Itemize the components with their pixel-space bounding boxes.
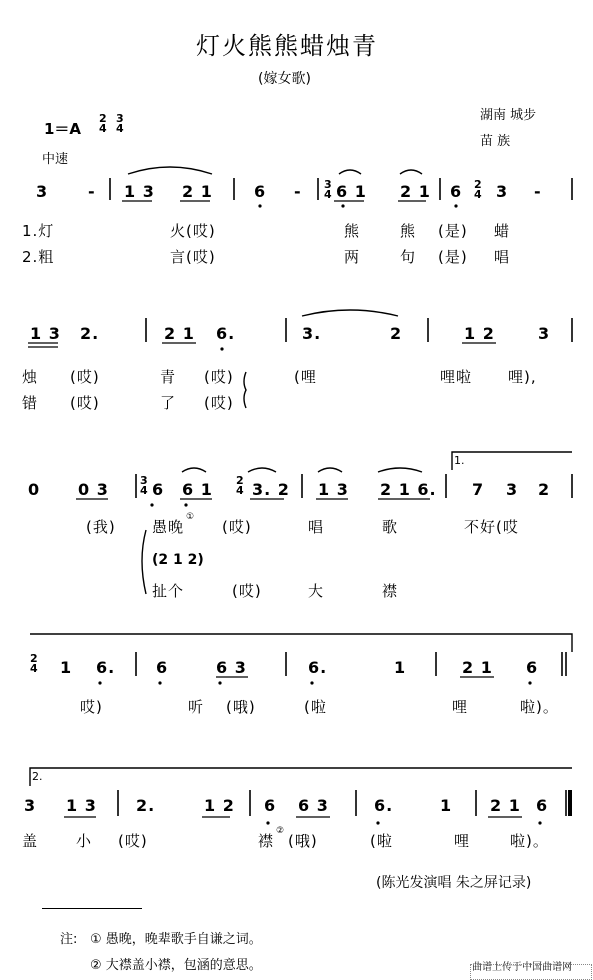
note: 3 [496,182,509,201]
note-group: 0 3 [78,480,109,499]
lyric: (哎) [204,368,234,386]
volta-bracket [30,634,572,652]
lyric: (是) [438,222,468,240]
note-group: 6 3 [216,658,247,677]
note: 6 [526,658,539,677]
note-dash: - [88,182,96,201]
note: 6. [374,796,394,815]
lyric: (我) [86,518,116,536]
footnote-2: ② 大襟盖小襟，包涵的意思。 [90,958,262,973]
lyric: (是) [438,248,468,266]
note: 0 [28,480,41,499]
origin-region: 湖南 城步 [480,108,537,123]
note-group: 2 1 [400,182,431,201]
time-signature: 2 4 [99,112,107,135]
note-group: 2 1 [164,324,195,343]
final-barline [568,790,572,816]
genre-subtitle: (嫁女歌) [258,71,311,87]
time-change: 3 4 [140,474,148,497]
origin-people: 苗 族 [480,134,511,149]
lyric: 哎) [80,698,103,716]
slur [128,167,212,174]
lyric: 歌 [382,518,399,536]
note: 6 [536,796,549,815]
lyric: 听 [188,698,205,716]
note-group: 6 1 [336,182,367,201]
volta-1 [452,452,572,470]
note-group: 2 1 [182,182,213,201]
note-group: 1 2 [204,796,235,815]
time-change: 2 4 [30,652,38,675]
time-change: 2 4 [474,178,482,201]
lyric: 蜡 [494,222,511,240]
note: 3 [24,796,37,815]
note: 6. [96,658,116,677]
lyric: (哎) [204,394,234,412]
tempo-marking: 中速 [42,152,69,167]
lyric: 大 [308,582,325,600]
watermark-url-box [470,964,592,980]
note: 6 [450,182,463,201]
note: 3. [302,324,322,343]
lyric: 哩 [452,698,469,716]
lyric: 言(哎) [170,248,216,266]
lyric: (哦) [226,698,256,716]
note: 1 [60,658,73,677]
note: 3 [36,182,49,201]
note: 2 [538,480,551,499]
note: 1 [394,658,407,677]
lyric: 唱 [494,248,511,266]
time-change: 3 4 [324,178,332,201]
lyric: (哎) [70,368,100,386]
lyric: (啦 [304,698,327,716]
lyric: 错 [22,394,39,412]
lyric: (哎) [118,832,148,850]
time-change: 2 4 [236,474,244,497]
lyric: 愚晚 [152,518,185,536]
footnote-1: ① 愚晚，晚辈歌手自谦之词。 [90,932,262,947]
note-dash: - [294,182,302,201]
note-group: 1 3 [318,480,349,499]
volta-2 [30,768,572,786]
note: 6 [254,182,267,201]
lyric: 了 [160,394,177,412]
note: 6 [156,658,169,677]
slur [318,468,342,472]
note: 3 [538,324,551,343]
lyric: 哩), [508,368,537,386]
slur [182,468,206,472]
note: 6. [308,658,328,677]
volta-1-label: 1. [454,454,465,467]
note: 7 [472,480,485,499]
lyric: 烛 [22,368,39,386]
note-group: 2 1 [462,658,493,677]
note-group: 6 1 [182,480,213,499]
lyric: 不好(哎 [464,518,519,536]
note-group: 1 2 [464,324,495,343]
note: 2. [136,796,156,815]
lyric: 盖 [22,832,39,850]
brace [142,530,146,594]
watermark-text: 曲谱上传于中国曲谱网 [472,962,572,973]
time-signature-alt: 3 4 [116,112,124,135]
note: 2 [390,324,403,343]
footnote-marker-2: ② [276,826,285,836]
lyric: (哎) [70,394,100,412]
lyric: 啦)。 [510,832,549,850]
note: 6 [152,480,165,499]
lyric: 句 [400,248,417,266]
slur [302,310,398,316]
page-title: 灯火熊熊蜡烛青 [196,32,378,60]
note: 3 [506,480,519,499]
lyric: (哦) [288,832,318,850]
lyric: 熊 [344,222,361,240]
lyric: 两 [344,248,361,266]
lyric: 熊 [400,222,417,240]
footnote-divider [42,908,142,909]
inline-notes: (2 1 2) [152,552,204,568]
note-group: 6 3 [298,796,329,815]
lyric: 1.灯 [22,222,55,240]
performer-credit: (陈光发演唱 朱之屏记录) [376,875,532,891]
footnote-marker-1: ① [186,512,195,522]
note-group: 2 1 6. [380,480,437,499]
lyric: (哎) [222,518,252,536]
note: 2. [80,324,100,343]
slur [378,468,422,472]
note-group: 1 3 [124,182,155,201]
lyric: 2.粗 [22,248,55,266]
brace [244,372,246,408]
lyric: (啦 [370,832,393,850]
lyric: 襟 [258,832,275,850]
lyric: (哎) [232,582,262,600]
lyric: 火(哎) [170,222,216,240]
notes-label: 注: [60,932,78,947]
note-group: 2 1 [490,796,521,815]
slur [248,468,276,472]
note-group: 1 3 [30,324,61,343]
lyric: 唱 [308,518,325,536]
note: 6 [264,796,277,815]
lyric: 扯个 [152,582,185,600]
lyric: 襟 [382,582,399,600]
note-group: 3. 2 [252,480,290,499]
lyric: 哩 [454,832,471,850]
lyric: 哩啦 [440,368,473,386]
note: 6. [216,324,236,343]
slur [400,170,422,174]
note: 1 [440,796,453,815]
slur [339,170,361,174]
note-dash: - [534,182,542,201]
lyric: 小 [76,832,93,850]
lyric: 青 [160,368,177,386]
note-group: 1 3 [66,796,97,815]
lyric: (哩 [294,368,317,386]
lyric: 啦)。 [520,698,559,716]
volta-2-label: 2. [32,770,43,783]
key-signature: 1＝A [44,120,82,138]
